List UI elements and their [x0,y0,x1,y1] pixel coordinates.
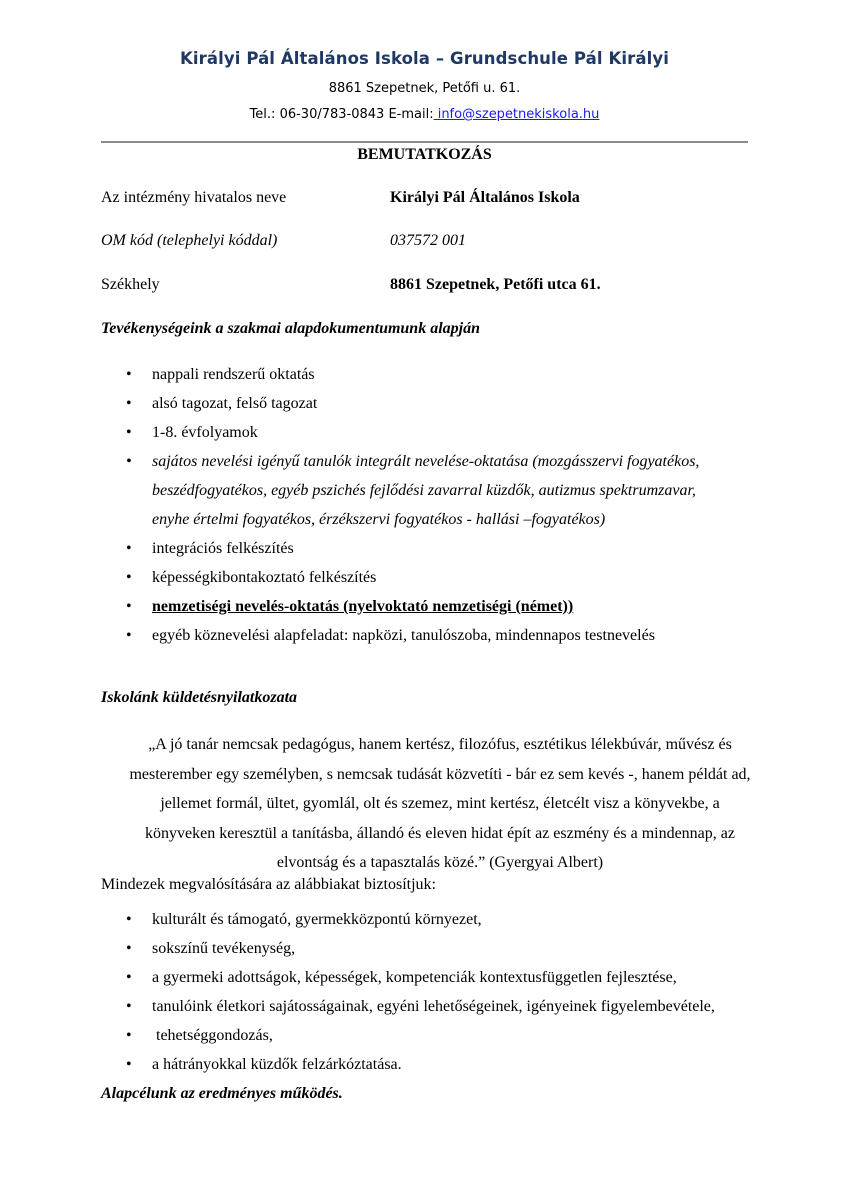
bullet-icon: • [126,998,132,1015]
field-value: 037572 001 [390,232,466,249]
document-title: BEMUTATKOZÁS [357,146,492,163]
school-contact [0,107,849,122]
field-row-headquarters [101,276,751,298]
list-item: • sajátos nevelési igényű tanulók integrált nevelése-oktatása (mozgásszervi fogyatékos, beszédfogyatékos, egyéb pszichés fejlődési zavarral küzdők, autizmus spektrumzavar, enyhe értelmi fogyatékos, érzékszervi fogyatékos - hallási –fogyatékos) [101,447,781,534]
list-item: • sokszínű tevékenység, [101,934,781,963]
list-item: • alsó tagozat, felső tagozat [101,389,781,418]
email-link[interactable]: info@szepetnekiskola.hu [433,107,600,122]
mission-heading: Iskolánk küldetésnyilatkozata [101,689,298,706]
list-item: • 1-8. évfolyamok [101,418,781,447]
list-item: • nemzetiségi nevelés-oktatás (nyelvoktató nemzetiségi (német)) [101,592,781,621]
list-item: • kulturált és támogató, gyermekközpontú környezet, [101,905,781,934]
list-item: • tehetséggondozás, [101,1021,781,1050]
field-value: Királyi Pál Általános Iskola [390,189,580,206]
bullet-icon: • [126,1027,132,1044]
closing-statement: Alapcélunk az eredményes működés. [101,1085,343,1102]
list-item: • nappali rendszerű oktatás [101,360,781,389]
header-divider [101,141,748,143]
bullet-icon: • [126,366,132,383]
bullet-icon: • [126,569,132,586]
bullet-icon: • [126,424,132,441]
provisions-list [101,905,781,1079]
field-row-official-name [101,189,751,211]
mission-intro: Mindezek megvalósítására az alábbiakat biztosítjuk: [101,876,436,893]
bullet-icon: • [126,911,132,928]
field-label: Székhely [101,276,160,293]
field-value: 8861 Szepetnek, Petőfi utca 61. [390,276,601,293]
field-row-om-code [101,232,751,254]
phone-label: Tel.: 06-30/783-0843 E-mail: [249,107,434,122]
activities-list [101,360,781,650]
bullet-icon: • [126,969,132,986]
list-item: • integrációs felkészítés [101,534,781,563]
field-label: OM kód (telephelyi kóddal) [101,232,278,249]
list-item: • egyéb köznevelési alapfeladat: napközi, tanulószoba, mindennapos testnevelés [101,621,781,650]
bullet-icon: • [126,1056,132,1073]
school-letterhead-title: Királyi Pál Általános Iskola – Grundschule Pál Királyi [180,49,669,68]
bullet-icon: • [126,453,132,470]
school-address: 8861 Szepetnek, Petőfi u. 61. [328,81,521,96]
bullet-icon: • [126,395,132,412]
bullet-icon: • [126,940,132,957]
list-item: • tanulóink életkori sajátosságainak, egyéni lehetőségeinek, igényeinek figyelembevétele, [101,992,781,1021]
bullet-icon: • [126,598,132,615]
field-label: Az intézmény hivatalos neve [101,189,287,206]
list-item: • a gyermeki adottságok, képességek, kompetenciák kontextusfüggetlen fejlesztése, [101,963,781,992]
activities-heading: Tevékenységeink a szakmai alapdokumentumunk alapján [101,320,480,337]
list-item: • képességkibontakoztató felkészítés [101,563,781,592]
list-item: • a hátrányokkal küzdők felzárkóztatása. [101,1050,781,1079]
bullet-icon: • [126,540,132,557]
bullet-icon: • [126,627,132,644]
mission-quote: „A jó tanár nemcsak pedagógus, hanem kertész, filozófus, esztétikus lélekbúvár, művész és mesterember egy személyben, s nemcsak tudását közvetíti - bár ez sem kevés -, hanem példát ad, jellemet formál, ültet, gyomlál, olt és szemez, mint kertész, életcélt visz a könyvekbe, a könyveken keresztül a tanításba, állandó és eleven hidat épít az eszmény és a mindennap, az elvontság és a tapasztalás közé.” (Gyergyai Albert) [129,736,751,871]
